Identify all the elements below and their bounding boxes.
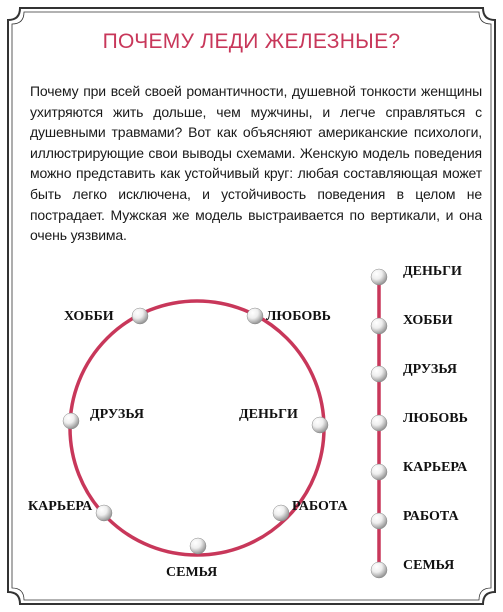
vertical-label-work: РАБОТА (403, 509, 459, 524)
vertical-node-friends (371, 366, 387, 382)
circle-node-family (190, 538, 206, 554)
circle-label-friends: ДРУЗЬЯ (90, 407, 144, 422)
vertical-label-love: ЛЮБОВЬ (403, 411, 468, 426)
circle-label-hobby: ХОББИ (64, 309, 114, 324)
circle-node-hobby (132, 308, 148, 324)
vertical-node-family (371, 562, 387, 578)
circle-label-work: РАБОТА (292, 499, 348, 514)
vertical-label-hobby: ХОББИ (403, 313, 453, 328)
circle-label-family: СЕМЬЯ (166, 565, 218, 580)
circle-node-career (96, 505, 112, 521)
circle-label-career: КАРЬЕРА (28, 499, 93, 514)
circle-node-friends (63, 413, 79, 429)
circle-node-money (312, 417, 328, 433)
circle-label-money: ДЕНЬГИ (239, 407, 298, 422)
vertical-node-work (371, 513, 387, 529)
vertical-label-career: КАРЬЕРА (403, 460, 468, 475)
page-title: ПОЧЕМУ ЛЕДИ ЖЕЛЕЗНЫЕ? (102, 30, 401, 53)
vertical-label-friends: ДРУЗЬЯ (403, 362, 457, 377)
vertical-node-career (371, 464, 387, 480)
body-paragraph: Почему при всей своей романтичности, душевной тонкости женщины ухитряются жить дольше, чем мужчины, и легче справляться с душевными травмами? Вот как объясняют американские психологи, иллюстрирующие свои выводы схемами. Женскую модель поведения можно представить как устойчивый круг: любая составляющая может быть легко исключена, и устойчивость поведения в целом не пострадает. Мужская же модель выстраивается по вертикали, и она очень уязвима. (30, 83, 482, 244)
vertical-node-hobby (371, 318, 387, 334)
circle-label-love: ЛЮБОВЬ (266, 309, 331, 324)
circle-node-work (273, 505, 289, 521)
vertical-label-money: ДЕНЬГИ (403, 264, 462, 279)
vertical-label-family: СЕМЬЯ (403, 558, 455, 573)
vertical-node-love (371, 415, 387, 431)
vertical-node-money (371, 269, 387, 285)
circle-node-love (247, 308, 263, 324)
